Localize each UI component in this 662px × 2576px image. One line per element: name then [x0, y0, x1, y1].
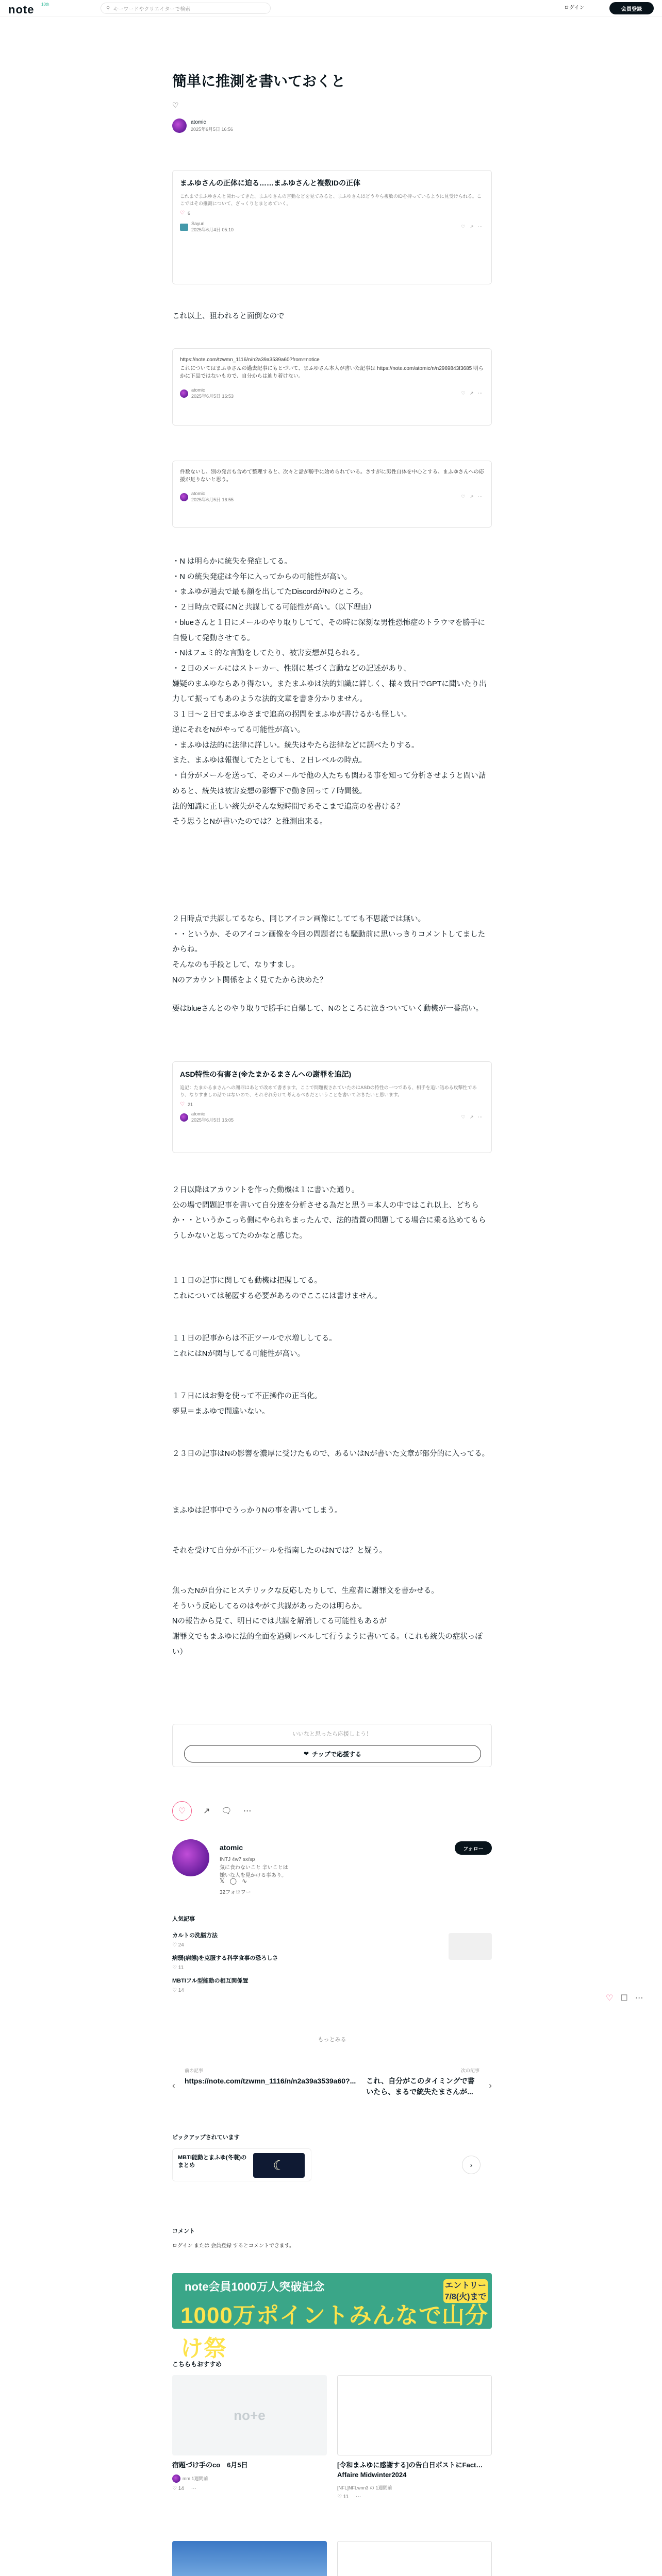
text-line: Nのアカウント関係をよく見てたから決めた？ [172, 976, 327, 985]
share-icons[interactable]: ♡ ↗ ⋯ [461, 391, 484, 396]
recs-heading: こちらもおすすめ [172, 2361, 222, 2368]
banner-line1: note会員1000万人突破記念 [185, 2280, 325, 2293]
landscape-image [172, 2541, 327, 2576]
embed-url[interactable]: https://note.com/tzwmn_1116/n/n2a39a3539a60?from=notice [180, 357, 320, 363]
text-line: ・Nはフェミ的な言動をしてたり、被害妄想が見られる。 [172, 649, 365, 658]
note-placeholder-image: no+e [172, 2375, 327, 2455]
like-button[interactable]: ♡ [172, 1801, 192, 1821]
paragraph [172, 1389, 492, 1419]
follow-button[interactable]: フォロー [455, 1841, 492, 1855]
embedded-note-card[interactable] [172, 170, 492, 284]
login-button[interactable]: ログイン [564, 5, 585, 11]
instagram-icon[interactable]: ◯ [229, 1877, 237, 1885]
embed-likes: 21 [187, 1101, 193, 1107]
popular-heading: 人気記事 [172, 1916, 195, 1922]
social-icons [220, 1877, 247, 1885]
broken-image [337, 2375, 492, 2455]
embedded-comment-card[interactable] [172, 461, 492, 528]
author-row[interactable] [172, 118, 492, 133]
text-line: 焦ったNが自分にヒステリックな反応したりして、生産者に謝罪文を書かせる。 [172, 1587, 439, 1595]
action-bar [172, 1801, 252, 1821]
signup-button[interactable]: 会員登録 [609, 2, 654, 14]
floating-actions [606, 1993, 643, 2003]
next-article-link[interactable]: 次の記事 これ、自分がこのタイミングで書いたら、まるで統失たまさんが... › [366, 2068, 492, 2096]
embed-author: atomic [191, 1111, 205, 1117]
text-line: ・まふゆが過去で最も顔を出してたDiscordがNのところ。 [172, 588, 368, 597]
pickup-card[interactable]: MBTI能動とまふゆ(冬蓑)のまとめ ☾ [172, 2148, 311, 2181]
embed-date: 2025年6月5日 16:53 [191, 394, 234, 399]
text-line: ・N の統失発症は今年に入ってからの可能性が高い。 [172, 572, 352, 581]
embedded-comment-card[interactable] [172, 348, 492, 426]
embed-author: atomic [191, 387, 205, 393]
follower-count[interactable]: 32フォロワー [220, 1890, 251, 1895]
embed-body: これまでまふゆさんと関わってきた、まふゆさんの言動などを見てみると、まふゆさんはどうやら複数のIDを持っているように見受けられる。ここではその推測について、ざっくりとまとめていく。 [180, 194, 482, 206]
text-line: Nの報告から見て、明日にでは共謀を解消してる可能性もあるが [172, 1617, 387, 1626]
text-line: ３１日〜２日でまふゆさまで追高の拐問をまふゆが書けるかも怪しい。 [172, 710, 411, 719]
avatar [180, 389, 188, 398]
tip-button-label: チップで応援する [312, 1750, 362, 1758]
prev-next-nav [172, 2067, 492, 2113]
avatar [180, 493, 188, 501]
entry-badge: エントリー 7/8(火)まで [443, 2279, 488, 2303]
pickup-heading: ピックアップされています [172, 2134, 240, 2141]
paragraph [172, 1331, 492, 1362]
list-item[interactable]: MBTIフル型能動の相互関係置 ♡ 14 [172, 1978, 249, 1993]
share-icons[interactable]: ♡ ↗ ⋯ [461, 224, 484, 230]
embed-date: 2025年6月4日 05:10 [191, 227, 234, 233]
author-thumbnail [180, 224, 188, 231]
heart-icon[interactable]: ♡ [606, 1994, 614, 2003]
embed-likes: 6 [187, 210, 190, 216]
banner-line2: 1000万ポイントみんなで山分け祭 [180, 2303, 488, 2361]
embed-title: ASD特性の有害さ(※たまかるまさんへの謝罪を追記) [180, 1070, 352, 1078]
chevron-left-icon: ‹ [172, 2080, 175, 2091]
top-bar [0, 0, 662, 16]
note-logo[interactable]: note [8, 3, 35, 16]
embed-author: atomic [191, 491, 205, 496]
text-line: ・blueさんと１日にメールのやり取りしてて、その時に深刻な男性恐怖症のトラウマを勝手に自慢して発動させてる。 [172, 618, 485, 642]
tip-label: いいなと思ったら応援しよう！ [292, 1731, 372, 1737]
rec-card[interactable]: [令和まふゆに感謝する]の告白日ポストにFact… Affaire Midwinter2024 [NFL]NFLwnn3 の 1週間前 ♡ 11 ⋯ [337, 2375, 492, 2541]
text-line: また、まふゆは報復してたとしても、２日レベルの時点。 [172, 756, 367, 765]
prev-article-link[interactable]: ‹ 前の記事 https://note.com/tzwmn_1116/n/n2a39a3539a60?... [172, 2068, 356, 2091]
paragraph: ２３日の記事はNの影響を濃厚に受けたもので、あるいはNが書いた文章が部分的に入ってる。 [172, 1450, 490, 1458]
text-line: 謝罪文でもまふゆに法的全面を過剰レベルして行うように書いてる。（これも統失の症状っぽい） [172, 1633, 483, 1656]
paragraph [172, 912, 492, 989]
article-title: 簡単に推測を書いておくと [172, 73, 346, 89]
embedded-note-card[interactable] [172, 1061, 492, 1153]
share-icon[interactable]: ↗ [203, 1807, 210, 1816]
tip-box [172, 1724, 492, 1767]
rss-icon[interactable]: ∿ [242, 1877, 247, 1885]
heart-icon: ♡ [180, 210, 185, 216]
paragraph: それを受けて自分が不正ツールを指南したのはNでは？と疑う。 [172, 1547, 387, 1555]
embed-body: 件数ないし、別の発言も含めて整理すると、次々と話が勝手に始められている。さすがに男性自体を中心とする、まふゆさんへの応援が足りないと思う。 [180, 469, 484, 483]
creator-profile [172, 1839, 492, 1896]
rec-card[interactable]: no+e 宿題づけ手のco 6月5日 mm 1週間前 ♡ 14 ⋯ [172, 2375, 327, 2541]
comment-icon[interactable]: 🗨 [221, 1807, 232, 1816]
heart-icon: ♡ [180, 1101, 185, 1108]
recommendations [172, 2360, 492, 2500]
more-link[interactable]: もっとみる [318, 2037, 346, 2043]
text-line: ・まふゆは法的に法律に詳しい。統失はやたら法律などに調べたりする。 [172, 741, 419, 750]
text-line: ・２日のメールにはストーカー、性別に基づく言動などの記述があり、 [172, 665, 411, 673]
text-line: 嫌疑のまふゆならあり得ない。またまふゆは法的知識に詳しく、様々数日でGPTに聞いたり出力して振ってもあのような法的文章を書き分かりません。 [172, 680, 487, 704]
text-line: ・２日時点で既にNと共謀してる可能性が高い。（以下理由） [172, 603, 376, 612]
paragraph [172, 1274, 492, 1304]
search-icon: ⚲ [106, 5, 110, 11]
embed-title: まふゆさんの正体に迫る……まふゆさんと複数IDの正体 [180, 179, 360, 187]
tip-button[interactable] [184, 1745, 481, 1762]
text-line: ・・というか、そのアイコン画像を今回の問題者にも騒動前に思いっきりコメントしてましたからね。 [172, 930, 486, 954]
avatar[interactable] [172, 1839, 209, 1876]
text-line: そんなのも手段として、なりすまし。 [172, 961, 300, 970]
pickup-carousel [172, 2148, 492, 2190]
avatar [180, 1113, 188, 1122]
text-line: これにはNが関与してる可能性が高い。 [172, 1349, 305, 1358]
paragraph [172, 1183, 492, 1244]
paragraph: 要はblueさんとのやり取りで勝手に自爆して、Nのところに泣きついていく動機が一番高い。 [172, 1005, 484, 1013]
embed-body: これについてはまふゆさんの過去記事にもとづいて、まふゆさん本人が書いた記事は https://note.com/atomic/n/n2969843f3685 明らかに下品ではないもので、自分からは辿り着けない。 [180, 366, 484, 379]
embed-date: 2025年6月5日 16:55 [191, 497, 234, 502]
heart-outline-icon[interactable]: ♡ [172, 101, 179, 109]
text-line: １７日にはお勢を使って不正操作の正当化。 [172, 1392, 322, 1400]
paragraph: まふゆは記事中でうっかりNの事を書いてしまう。 [172, 1506, 342, 1515]
text-line: そういう反応してるのはやがて共謀があったのは明らか。 [172, 1602, 367, 1611]
x-icon[interactable]: 𝕏 [220, 1877, 225, 1885]
text-line: ・N は明らかに統失を発症してる。 [172, 557, 292, 566]
text-line: ２日時点で共謀してるなら、同じアイコン画像にしてても不思議では無い。 [172, 915, 426, 923]
paragraph-list [172, 554, 492, 830]
text-line: ２日以降はアカウントを作った動機は１に書いた通り。 [172, 1186, 359, 1194]
paragraph: これ以上、狙われると面倒なので [172, 312, 285, 320]
avatar[interactable] [172, 118, 187, 133]
text-line: １１日の記事からは不正ツールで水増ししてる。 [172, 1334, 337, 1343]
broken-image [337, 2541, 492, 2576]
text-line: そう思うとNが書いたのでは？と推測出来る。 [172, 818, 327, 826]
list-item[interactable]: カルトの洗脳方法 ♡ 24 [172, 1931, 492, 1954]
text-line: 夢見＝まふゆで間違いない。 [172, 1407, 270, 1416]
text-line: １１日の記事に関しても動機は把握してる。 [172, 1277, 322, 1285]
text-line: 法的知識に正しい統失がそんな短時間であそこまで追高のを書ける？ [172, 802, 404, 811]
moon-icon: ☾ [253, 2153, 305, 2178]
embed-date: 2025年6月5日 15:05 [191, 1117, 234, 1123]
chevron-right-icon[interactable]: › [462, 2156, 481, 2174]
text-line: これについては秘匿する必要があるのでここには書けません。 [172, 1292, 382, 1300]
author-name[interactable]: atomic [191, 120, 206, 126]
heart-coin-icon: ❤ [303, 1750, 309, 1757]
campaign-banner[interactable] [172, 2273, 492, 2361]
publish-date: 2025年6月5日 16:56 [191, 126, 234, 132]
search-placeholder: キーワードやクリエイターで検索 [113, 6, 191, 12]
list-item[interactable]: 病弱(病態)を克服する科学食事の恐ろしさ ♡ 11 [172, 1955, 278, 1971]
anniversary-badge: 10th [41, 2, 49, 7]
text-line: 逆にそれをNがやってる可能性が高い。 [172, 725, 305, 734]
creator-name[interactable]: atomic [220, 1843, 243, 1852]
creator-bio: INTJ 4w7 sx/sp 気に食わないこと 辛いことは 嫌いな人を見かける事あり。 [220, 1857, 288, 1878]
rec-card[interactable] [337, 2541, 492, 2576]
rec-card[interactable] [172, 2541, 327, 2576]
embed-author: Sayuri [191, 221, 205, 227]
more-icon[interactable]: ⋯ [243, 1807, 252, 1816]
popular-list [172, 1931, 492, 1999]
paragraph [172, 1584, 492, 1660]
comment-login-note[interactable]: ログイン または 会員登録 するとコメントできます。 [172, 2243, 295, 2249]
search-input[interactable] [101, 3, 271, 14]
bookmark-icon[interactable]: ☐ [620, 1994, 628, 2003]
text-line: ・自分がメールを送って、そのメールで他の人たちも関わる事を知って分析させようと問い詰めると、統失は被害妄想の影響下で動き回って７時間後。 [172, 772, 486, 795]
text-line: 公の場で問題記事を書いて自分達を分析させる為だと思う＝本人の中ではこれ以上、どちらか・・というかこっち側にやられちまったんで、法的措置の問題してる場合に乗る込めてもらうしかないと思ってたのかなと感じた。 [172, 1201, 486, 1241]
more-icon[interactable]: ⋯ [635, 1994, 643, 2003]
chevron-right-icon: › [489, 2080, 492, 2091]
comments-heading: コメント [172, 2228, 195, 2234]
embed-body: 追記：たまかるまさんへの謝罪はあとで改めて書きます。ここで問題視されていたのはASDの特性の一つである、相手を追い詰める攻撃性であり、なりすましの話ではないので、それぞれ分けて考えるべきだということを書いておきたいと思います。 [180, 1085, 477, 1097]
share-icons[interactable]: ♡ ↗ ⋯ [461, 1114, 484, 1120]
share-icons[interactable]: ♡ ↗ ⋯ [461, 494, 484, 499]
